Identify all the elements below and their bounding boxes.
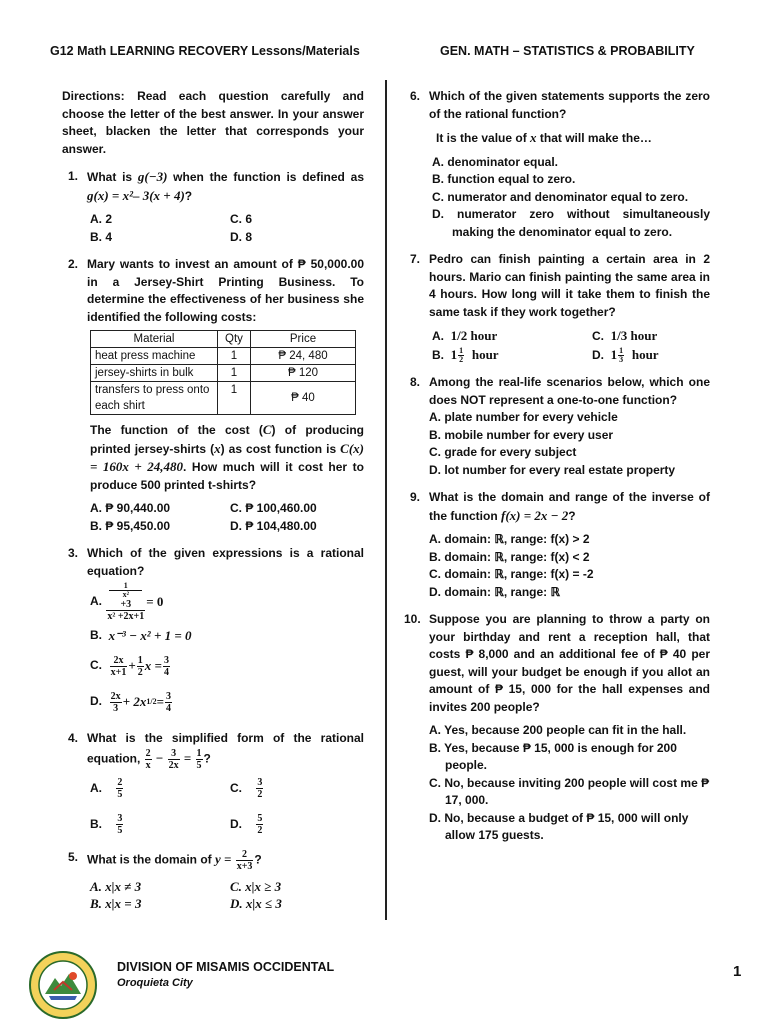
table-cell: ₱ 40	[251, 382, 356, 415]
q4-option-a-num: 2	[117, 777, 123, 788]
q3-c-fraction-3	[163, 655, 170, 678]
q4-f1-num: 2	[145, 747, 151, 759]
q7-option-c-text: 1/3 hour	[610, 328, 658, 343]
q4-options	[90, 771, 364, 843]
q4-option-b[interactable]	[90, 807, 230, 843]
q2-followup-e: . How much will it cost her to produce 500 printed t-shirts?	[90, 460, 364, 492]
q4-text: What is the simplified form of the rational equation,	[87, 731, 364, 766]
q3-option-b-label: B.	[90, 628, 102, 643]
question-6	[404, 88, 710, 123]
q10-option-d[interactable]: D. No, because a budget of ₱ 15, 000 will only allow 175 guests.	[429, 810, 689, 842]
q6-option-d[interactable]: D. numerator zero without simultaneously making the denominator equal to zero.	[432, 207, 710, 239]
q8-option-d[interactable]: D. lot number for every real estate property	[429, 462, 676, 477]
q6-option-c[interactable]: C. numerator and denominator equal to zero.	[432, 189, 689, 204]
table-cell: heat press machine	[91, 348, 218, 365]
q3-option-a[interactable]	[90, 580, 364, 624]
q1-option-c[interactable]: C. 6	[230, 212, 253, 226]
q4-f3-num: 1	[196, 747, 202, 759]
question-number: 6.	[410, 89, 421, 103]
q4-option-a-den: 5	[117, 789, 123, 800]
q3-c-mid: x =	[144, 658, 162, 674]
q7-option-d-num: 1	[619, 345, 624, 355]
q4-f3-den: 5	[196, 759, 202, 771]
q3-option-c[interactable]	[90, 648, 364, 684]
q3-option-d[interactable]	[90, 684, 364, 720]
q4-option-d-den: 2	[257, 825, 263, 836]
q9-option-c[interactable]: C. domain: ℝ, range: f(x) = -2	[429, 567, 594, 581]
q3-d-f3-num: 3	[166, 690, 171, 702]
table-row	[91, 382, 356, 415]
directions-label: Directions:	[62, 89, 125, 103]
q4-minus: −	[152, 750, 167, 766]
q6-stem	[436, 129, 710, 148]
question-number: 9.	[410, 490, 421, 504]
q2-followup-x: x	[214, 440, 221, 456]
q3-c-fraction-2	[137, 655, 144, 678]
q5-fraction	[236, 849, 254, 872]
q7-option-d-whole: 1	[610, 346, 618, 362]
q1-expr2: g(x) = x²– 3(x + 4)	[87, 187, 185, 203]
q7-option-a[interactable]	[432, 327, 592, 346]
q7-option-d-text: hour	[631, 346, 659, 362]
table-cell: transfers to press onto each shirt	[91, 382, 218, 415]
q9-options	[429, 531, 710, 601]
q9-option-b[interactable]: B. domain: ℝ, range: f(x) < 2	[429, 549, 590, 564]
q3-a-den: x² +2x+1	[107, 611, 145, 622]
q4-qmark: ?	[203, 751, 211, 766]
q4-fraction-1	[145, 748, 152, 771]
question-number: 3.	[68, 546, 79, 560]
table-cell: 1	[218, 365, 251, 382]
q7-option-d-fraction	[618, 347, 624, 364]
deped-seal-icon	[28, 950, 98, 1020]
q3-c-f1-num: 2x	[110, 655, 128, 667]
q5-options	[90, 878, 364, 913]
q7-option-d[interactable]	[592, 346, 732, 365]
q10-option-a[interactable]: A. Yes, because 200 people can fit in the hall.	[429, 723, 687, 737]
table-row	[91, 348, 356, 365]
page-number: 1	[733, 963, 742, 980]
table-cell: ₱ 24, 480	[251, 348, 356, 365]
q5-option-a[interactable]: A. x|x ≠ 3	[90, 878, 142, 894]
q8-option-a[interactable]: A. plate number for every vehicle	[429, 410, 618, 424]
q7-option-a-text: 1/2 hour	[450, 328, 498, 343]
q7-option-b-label: B.	[432, 347, 444, 362]
q6-option-a[interactable]: A. denominator equal.	[432, 154, 559, 169]
q1-expr1: g(−3)	[137, 169, 168, 184]
q3-d-f3-den: 4	[166, 702, 171, 714]
q3-option-d-label: D.	[90, 694, 102, 709]
question-10	[404, 611, 710, 716]
q8-option-b[interactable]: B. mobile number for every user	[429, 427, 614, 442]
q4-option-b-num: 3	[117, 813, 123, 824]
q4-f2-den: 2x	[168, 759, 179, 771]
q3-d-mid: + 2x	[122, 694, 147, 710]
q3-d-f1-num: 2x	[110, 690, 121, 702]
q3-d-f1-den: 3	[113, 702, 119, 714]
q5-f-den: x+3	[236, 860, 253, 872]
q7-option-b-text: hour	[471, 346, 499, 362]
q2-options	[90, 500, 364, 535]
q3-a-inner-fraction	[108, 582, 143, 599]
header-left: G12 Math LEARNING RECOVERY Lessons/Materials	[50, 44, 360, 58]
q7-option-c[interactable]	[592, 327, 732, 346]
q10-text: Suppose you are planning to throw a party on your birthday and rent a reception hall, that costs ₱ 8,000 and an additional fee of ₱ 40 per guest, will your budget be enough if you allot an amount of ₱ 15, 000 for the hall expenses and invites 200 people?	[429, 612, 710, 714]
q9-option-d[interactable]: D. domain: ℝ, range: ℝ	[429, 584, 561, 599]
table-row	[91, 365, 356, 382]
q2-option-b[interactable]: B. ₱ 95,450.00	[90, 518, 171, 533]
q4-fraction-2	[168, 748, 180, 771]
q4-option-c[interactable]	[230, 771, 380, 807]
q3-a-top-rest: +3	[120, 599, 132, 610]
q4-option-d-num: 5	[257, 813, 263, 824]
q1-options	[90, 211, 364, 246]
q7-option-b-den: 2	[459, 354, 464, 364]
q2-option-c[interactable]: C. ₱ 100,460.00	[230, 501, 317, 515]
q1-option-b[interactable]: B. 4	[90, 229, 113, 244]
question-2	[62, 256, 364, 326]
q2-followup-c: C	[262, 422, 272, 437]
q2-followup-a: The function of the cost (	[90, 423, 263, 437]
q7-option-b[interactable]	[432, 346, 592, 365]
q3-a-inner-num: 1	[109, 582, 142, 591]
table-cell: 1	[218, 348, 251, 365]
table-header-price: Price	[251, 331, 356, 348]
question-3	[62, 545, 364, 580]
header-right: GEN. MATH – STATISTICS & PROBABILITY	[440, 44, 695, 58]
q6-options	[432, 154, 710, 242]
left-column	[62, 88, 364, 913]
q9-text: What is the domain and range of the inverse of the function	[429, 490, 710, 523]
q4-option-a-label: A.	[90, 780, 102, 795]
q1-text-a: What is	[87, 170, 138, 184]
question-number: 5.	[68, 849, 79, 864]
right-column	[404, 88, 710, 845]
q5-option-b[interactable]: B. x|x = 3	[90, 896, 142, 911]
q3-a-numerator	[106, 582, 145, 611]
question-number: 7.	[410, 252, 421, 266]
q5-option-c[interactable]: C. x|x ≥ 3	[230, 878, 282, 894]
q6-stem-a: It is the value of	[436, 131, 531, 145]
q5-y: y =	[215, 851, 235, 867]
q4-option-b-label: B.	[90, 816, 102, 831]
q8-option-c[interactable]: C. grade for every subject	[429, 445, 577, 459]
q6-text: Which of the given statements supports the zero of the rational function?	[429, 89, 710, 121]
q4-option-a[interactable]	[90, 771, 230, 807]
q10-option-b[interactable]: B. Yes, because ₱ 15, 000 is enough for 200 people.	[429, 740, 677, 772]
q6-stem-x: x	[530, 130, 537, 145]
q4-fraction-3	[196, 748, 203, 771]
q3-a-fraction	[106, 582, 145, 622]
q9-option-a[interactable]: A. domain: ℝ, range: f(x) > 2	[429, 532, 590, 546]
question-5	[62, 849, 364, 872]
q3-c-f3-num: 3	[163, 654, 169, 666]
q1-text-b: when the function is defined as	[167, 170, 364, 184]
q7-text: Pedro can finish painting a certain area in 2 hours. Mario can finish painting the same area in 4 hours. How long will it take them to finish the same task if they work together?	[429, 252, 710, 319]
directions	[62, 88, 364, 158]
q2-followup-expr: C(x) = 160x + 24,480	[90, 440, 365, 474]
q3-d-fraction-1	[110, 691, 122, 714]
q4-option-c-num: 3	[257, 777, 263, 788]
q4-f2-num: 3	[168, 748, 180, 760]
q3-c-f1-den: x+1	[110, 666, 127, 678]
q7-options	[432, 327, 710, 364]
question-number: 4.	[68, 731, 79, 745]
column-divider	[385, 80, 387, 920]
table-cell: jersey-shirts in bulk	[91, 365, 218, 382]
q2-followup-d: ) as cost function is	[220, 441, 341, 456]
footer-division: DIVISION OF MISAMIS OCCIDENTAL	[117, 960, 335, 974]
q7-option-d-label: D.	[592, 347, 604, 362]
q5-text: What is the domain of	[87, 852, 215, 867]
q2-text: Mary wants to invest an amount of ₱ 50,000.00 in a Jersey-Shirt Printing Business. To determine the effectiveness of her business she identified the following costs:	[87, 257, 364, 324]
q4-f1-den: x	[145, 759, 151, 771]
q5-option-d[interactable]: D. x|x ≤ 3	[230, 896, 282, 911]
question-1	[62, 168, 364, 205]
q5-f-num: 2	[236, 849, 254, 861]
q7-option-a-label: A.	[432, 329, 444, 343]
q7-option-d-den: 3	[619, 354, 624, 364]
q3-option-b[interactable]	[90, 624, 364, 648]
q4-option-c-label: C.	[230, 780, 242, 795]
q4-option-d[interactable]	[230, 807, 380, 843]
q3-d-eq: =	[156, 694, 164, 710]
question-number: 2.	[68, 257, 79, 271]
q2-followup	[90, 421, 364, 494]
q7-option-b-num: 1	[459, 345, 464, 355]
q3-option-a-label: A.	[90, 594, 102, 609]
q8-text-b: represent a one-to-one function?	[485, 392, 678, 407]
question-9	[404, 489, 710, 525]
q3-text: Which of the given expressions is a rational equation?	[87, 546, 364, 578]
q4-option-a-fraction	[116, 777, 123, 800]
q4-option-c-fraction	[256, 777, 263, 800]
q6-stem-b: that will make the…	[536, 131, 652, 145]
q1-option-a[interactable]: A. 2	[90, 212, 113, 226]
directions-text: Read each question carefully and choose the letter of the best answer. In your answer sheet, blacken the letter that corresponds your answer.	[62, 89, 364, 156]
q3-a-inner-den: x²	[122, 590, 129, 599]
q4-option-c-den: 2	[257, 789, 263, 800]
question-7	[404, 251, 710, 321]
question-number: 10.	[404, 612, 421, 626]
q8-options	[429, 409, 710, 479]
q8-text-a: Among the real-life scenarios below, which one does	[429, 375, 710, 407]
q7-option-b-whole: 1	[450, 346, 458, 362]
q3-d-exponent: 1/2	[146, 697, 157, 707]
question-number: 8.	[410, 375, 421, 389]
q5-qmark: ?	[254, 852, 262, 867]
question-number: 1.	[68, 169, 79, 183]
q2-option-a[interactable]: A. ₱ 90,440.00	[90, 501, 171, 515]
q3-c-f2-den: 2	[137, 666, 143, 678]
question-8	[404, 374, 710, 409]
q4-option-d-label: D.	[230, 816, 242, 831]
q6-option-b[interactable]: B. function equal to zero.	[432, 172, 576, 186]
table-header-material: Material	[91, 331, 218, 348]
q3-b-expr: x⁻³ − x² + 1 = 0	[108, 628, 192, 644]
cost-table	[90, 330, 356, 415]
q3-c-f2-num: 1	[137, 654, 143, 666]
q4-option-d-fraction	[256, 813, 263, 836]
q3-c-fraction-1	[110, 655, 128, 678]
q3-c-f3-den: 4	[163, 666, 169, 678]
q7-option-c-label: C.	[592, 329, 604, 343]
q3-c-plus: +	[128, 658, 136, 674]
q10-options	[429, 722, 710, 845]
table-cell: ₱ 120	[251, 365, 356, 382]
table-header-qty: Qty	[218, 331, 251, 348]
q9-qmark: ?	[568, 508, 576, 523]
question-4	[62, 730, 364, 771]
q1-text-c: ?	[184, 188, 193, 203]
q2-option-d[interactable]: D. ₱ 104,480.00	[230, 518, 317, 533]
q1-option-d[interactable]: D. 8	[230, 229, 253, 244]
q10-option-c[interactable]: C. No, because inviting 200 people will cost me ₱ 17, 000.	[429, 775, 710, 807]
q4-option-b-den: 5	[117, 825, 123, 836]
q8-text-not: NOT	[460, 392, 486, 407]
q9-expr: f(x) = 2x − 2	[501, 507, 569, 523]
q2-followup-b: ) of producing printed jersey-shirts (	[90, 423, 364, 456]
q3-option-c-label: C.	[90, 658, 102, 673]
q4-option-b-fraction	[116, 813, 123, 836]
q7-option-b-fraction	[458, 347, 464, 364]
q3-d-fraction-3	[165, 691, 172, 714]
q4-eq: =	[180, 750, 195, 766]
table-cell: 1	[218, 382, 251, 415]
footer-city: Oroquieta City	[117, 977, 193, 989]
q3-a-rhs: = 0	[146, 594, 164, 610]
